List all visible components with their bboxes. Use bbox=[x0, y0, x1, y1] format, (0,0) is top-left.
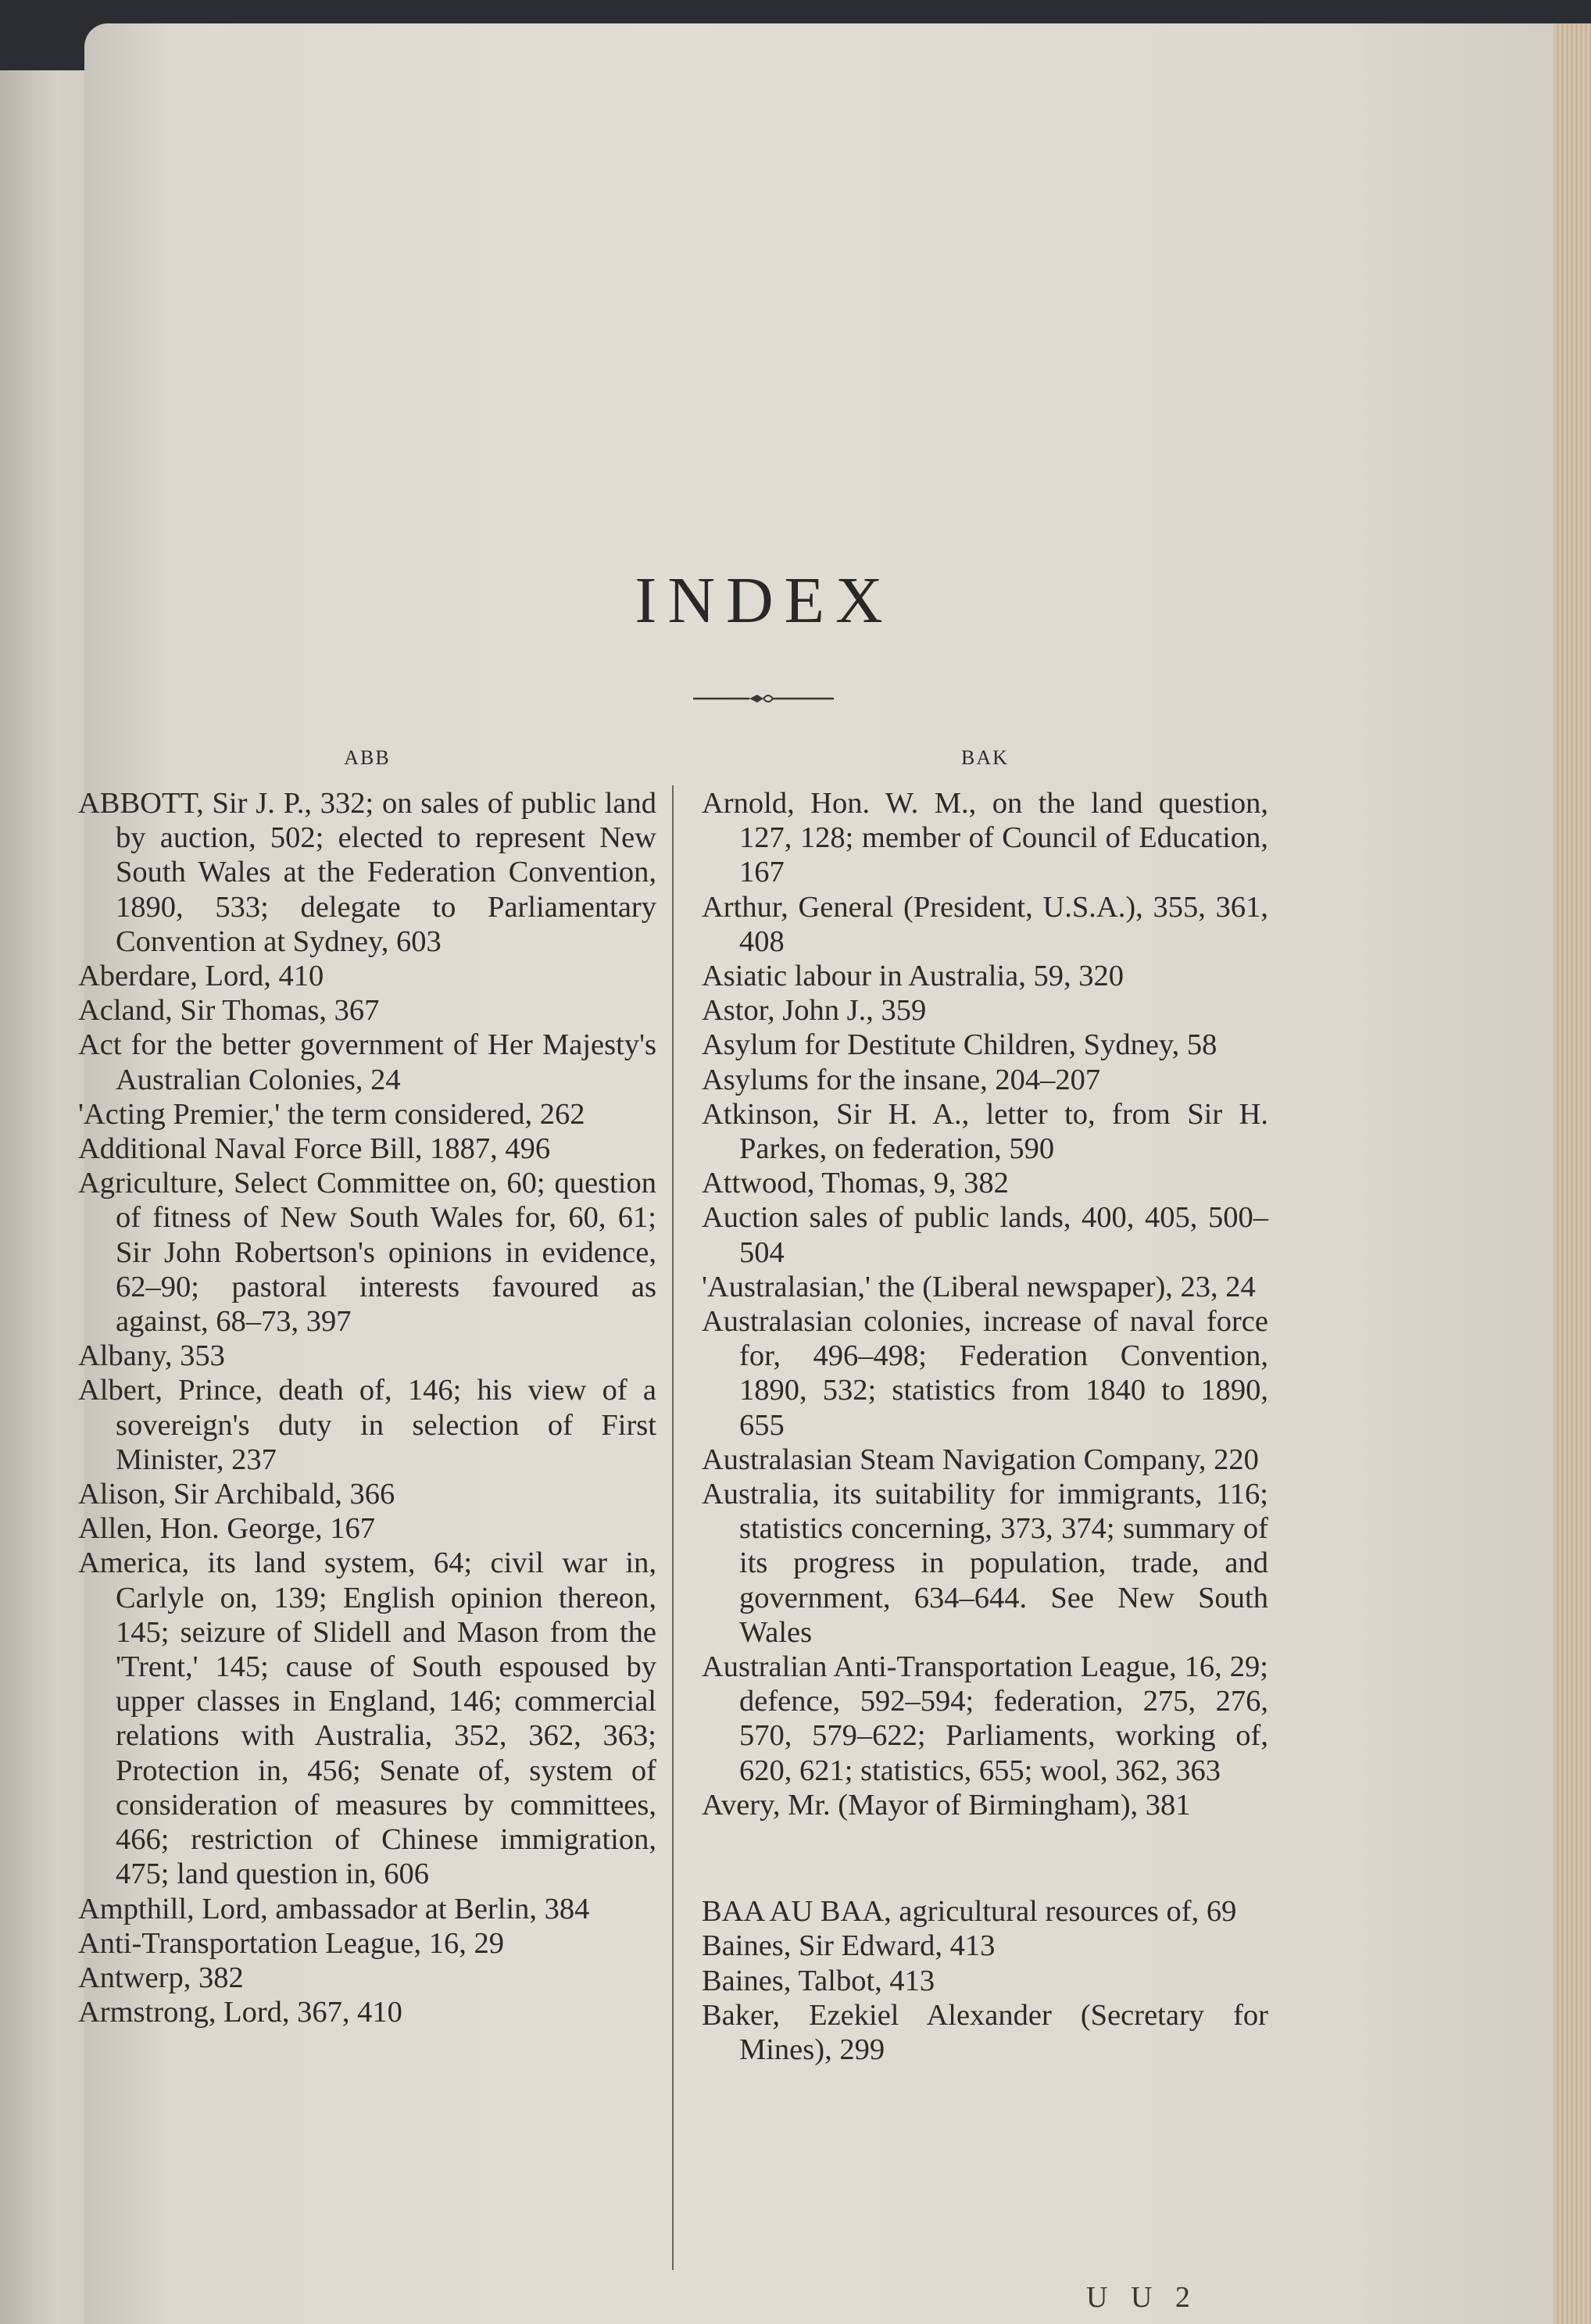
index-entry: Australia, its suitability for immigrants, 116; statistics concerning, 373, 374; summary of its progress in population, trade, and government, 634–644. See New South Wales bbox=[702, 1478, 1268, 1649]
index-entry: Avery, Mr. (Mayor of Birmingham), 381 bbox=[702, 1788, 1191, 1822]
book-page-edges bbox=[1553, 23, 1591, 2324]
index-entry: Agriculture, Select Committee on, 60; question of fitness of New South Wales for, 60, 61; Sir John Robertson's opinions in evidence, 62–90; pastoral interests favoured as against, 68–73, 397 bbox=[78, 1167, 656, 1339]
index-entry: Anti-Transportation League, 16, 29 bbox=[78, 1926, 504, 1960]
column-header-abb: ABB bbox=[344, 746, 391, 769]
index-entry: BAA AU BAA, agricultural resources of, 69 bbox=[702, 1895, 1237, 1929]
column-header-bak: BAK bbox=[961, 746, 1009, 769]
index-entry: Asylum for Destitute Children, Sydney, 58 bbox=[702, 1028, 1217, 1062]
index-entry: Alison, Sir Archibald, 366 bbox=[78, 1478, 395, 1511]
index-entry: Australasian Steam Navigation Company, 220 bbox=[702, 1443, 1259, 1476]
index-entry: Baker, Ezekiel Alexander (Secretary for Mines), 299 bbox=[702, 1998, 1268, 2066]
title-ornament bbox=[693, 689, 834, 708]
book-page bbox=[78, 23, 1553, 2324]
index-entry: America, its land system, 64; civil war in, Carlyle on, 139; English opinion thereon, 145; seizure of Slidell and Mason from the 'Trent,' 145; cause of South espoused by upper classes in England, 146; commercial relations with Australia, 352, 362, 363; Protection in, 456; Senate of, system of consideration of measures by committees, 466; restriction of Chinese immigration, 475; land question in, 606 bbox=[78, 1546, 656, 1891]
index-entry: 'Acting Premier,' the term considered, 262 bbox=[78, 1097, 585, 1131]
index-entry: Albany, 353 bbox=[78, 1339, 225, 1373]
index-entry: Armstrong, Lord, 367, 410 bbox=[78, 1996, 402, 2029]
index-entry: Arthur, General (President, U.S.A.), 355, 361, 408 bbox=[702, 890, 1268, 958]
index-entry: Astor, John J., 359 bbox=[702, 994, 927, 1028]
index-entry: Arnold, Hon. W. M., on the land question, 127, 128; member of Council of Education, 167 bbox=[702, 787, 1268, 889]
index-entry: Atkinson, Sir H. A., letter to, from Sir H. Parkes, on federation, 590 bbox=[702, 1097, 1268, 1166]
index-entry: 'Australasian,' the (Liberal newspaper), 23, 24 bbox=[702, 1270, 1256, 1303]
index-entry: ABBOTT, Sir J. P., 332; on sales of public land by auction, 502; elected to represent New South Wales at the Federation Convention, 1890, 533; delegate to Parliamentary Convention at Sydney, 603 bbox=[78, 787, 656, 958]
page-title: INDEX bbox=[635, 564, 894, 637]
index-entry: Baines, Sir Edward, 413 bbox=[702, 1929, 996, 1963]
index-entry: Acland, Sir Thomas, 367 bbox=[78, 994, 380, 1028]
index-entry: Antwerp, 382 bbox=[78, 1961, 244, 1994]
index-entry: Auction sales of public lands, 400, 405, 500–504 bbox=[702, 1201, 1268, 1269]
right-entry-list-b bbox=[702, 1894, 1268, 2067]
index-entry: Aberdare, Lord, 410 bbox=[78, 960, 324, 993]
index-entry: Act for the better government of Her Majesty's Australian Colonies, 24 bbox=[78, 1028, 656, 1096]
column-divider bbox=[672, 785, 674, 2270]
index-entry: Asiatic labour in Australia, 59, 320 bbox=[702, 960, 1124, 993]
index-entry: Australian Anti-Transportation League, 16, 29; defence, 592–594; federation, 275, 276, 570, 579–622; Parliaments, working of, 620, 621; statistics, 655; wool, 362, 363 bbox=[702, 1650, 1268, 1787]
index-entry: Australasian colonies, increase of naval force for, 496–498; Federation Convention, 1890, 532; statistics from 1840 to 1890, 655 bbox=[702, 1305, 1268, 1442]
left-entry-list bbox=[78, 786, 656, 2029]
index-column-right bbox=[702, 742, 1268, 2067]
index-entry: Asylums for the insane, 204–207 bbox=[702, 1063, 1101, 1096]
signature-mark: U U 2 bbox=[1086, 2281, 1198, 2314]
index-entry: Albert, Prince, death of, 146; his view of a sovereign's duty in selection of First Minister, 237 bbox=[78, 1374, 656, 1476]
index-entry: Ampthill, Lord, ambassador at Berlin, 384 bbox=[78, 1892, 590, 1925]
index-entry: Allen, Hon. George, 167 bbox=[78, 1512, 375, 1546]
right-entry-list bbox=[702, 786, 1268, 1822]
section-gap bbox=[702, 1822, 1268, 1894]
index-entry: Baines, Talbot, 413 bbox=[702, 1964, 935, 1997]
index-entry: Attwood, Thomas, 9, 382 bbox=[702, 1167, 1009, 1200]
index-entry: Additional Naval Force Bill, 1887, 496 bbox=[78, 1132, 551, 1166]
